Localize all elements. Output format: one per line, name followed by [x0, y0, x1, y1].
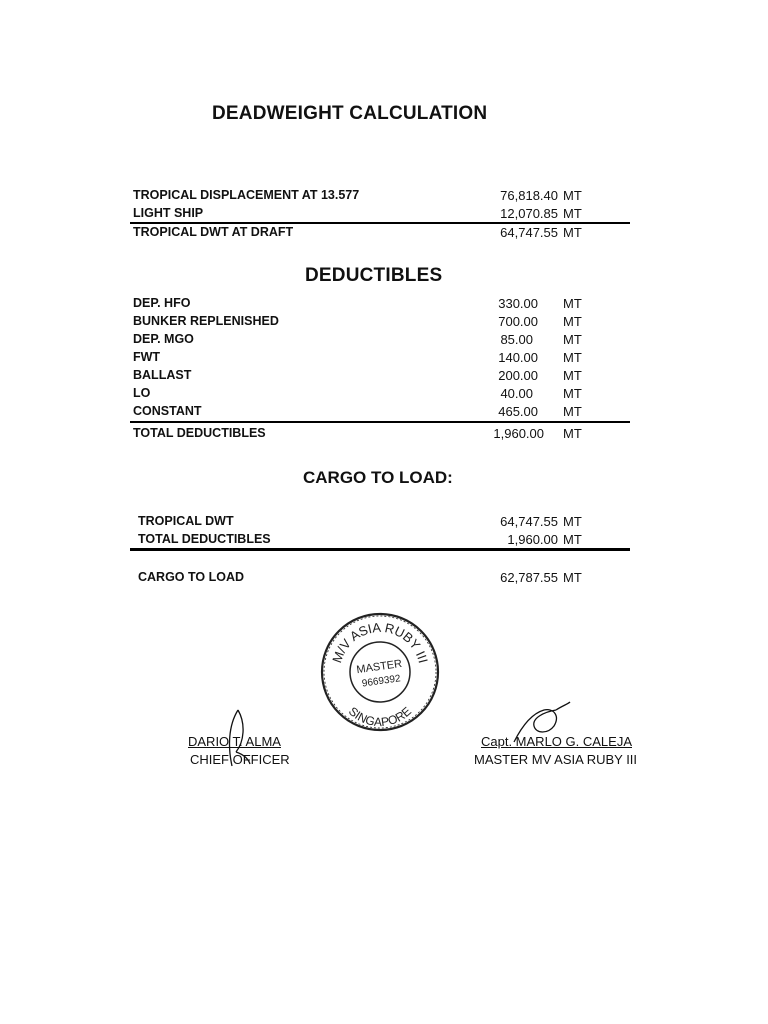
row-unit: MT	[563, 188, 582, 203]
section-heading: DEDUCTIBLES	[305, 265, 443, 286]
row-unit: MT	[563, 404, 582, 419]
row-label: DEP. HFO	[133, 296, 191, 310]
signatory-role-right: MASTER MV ASIA RUBY III	[474, 752, 638, 767]
row-unit: MT	[563, 368, 582, 383]
row-value: 12,070.85	[500, 206, 558, 221]
row-label: FWT	[133, 350, 161, 364]
total-label: TROPICAL DWT AT DRAFT	[133, 225, 294, 239]
row-value: 40.00	[500, 386, 533, 401]
total-unit: MT	[563, 570, 582, 585]
row-unit: MT	[563, 332, 582, 347]
row-unit: MT	[563, 314, 582, 329]
row-unit: MT	[563, 206, 582, 221]
row-label: DEP. MGO	[133, 332, 194, 346]
total-unit: MT	[563, 426, 582, 441]
row-label: TROPICAL DISPLACEMENT AT 13.577	[133, 188, 360, 202]
row-value: 1,960.00	[507, 532, 558, 547]
row-label: TOTAL DEDUCTIBLES	[138, 532, 271, 546]
total-value: 1,960.00	[493, 426, 544, 441]
row-unit: MT	[563, 514, 582, 529]
total-label: TOTAL DEDUCTIBLES	[133, 426, 266, 440]
total-label: CARGO TO LOAD	[138, 570, 245, 584]
row-unit: MT	[563, 532, 582, 547]
row-value: 465.00	[498, 404, 538, 419]
page-title: DEADWEIGHT CALCULATION	[212, 103, 488, 124]
row-label: LIGHT SHIP	[133, 206, 204, 220]
row-value: 76,818.40	[500, 188, 558, 203]
signatory-name-left: DARIO T. ALMA	[188, 734, 281, 749]
stamp-top-text: M/V ASIA RUBY III	[329, 619, 431, 665]
row-label: TROPICAL DWT	[138, 514, 234, 528]
row-label: BALLAST	[133, 368, 192, 382]
master-stamp	[318, 610, 442, 734]
row-label: BUNKER REPLENISHED	[133, 314, 279, 328]
divider	[130, 421, 630, 423]
divider	[130, 548, 630, 551]
row-label: CONSTANT	[133, 404, 202, 418]
row-value: 330.00	[498, 296, 538, 311]
section-heading: CARGO TO LOAD:	[303, 468, 453, 487]
total-value: 62,787.55	[500, 570, 558, 585]
stamp-bottom-text: SINGAPORE	[345, 704, 415, 730]
total-unit: MT	[563, 225, 582, 240]
row-unit: MT	[563, 296, 582, 311]
row-unit: MT	[563, 386, 582, 401]
total-value: 64,747.55	[500, 225, 558, 240]
row-value: 200.00	[498, 368, 538, 383]
row-value: 140.00	[498, 350, 538, 365]
signatory-name-right: Capt. MARLO G. CALEJA	[481, 734, 632, 749]
row-value: 85.00	[500, 332, 533, 347]
row-label: LO	[133, 386, 151, 400]
signatory-role-left: CHIEF OFFICER	[190, 752, 290, 767]
stamp-center-line2: 9669392	[361, 673, 402, 690]
row-value: 700.00	[498, 314, 538, 329]
stamp-center-line1: MASTER	[355, 657, 403, 677]
divider	[130, 222, 630, 224]
row-value: 64,747.55	[500, 514, 558, 529]
row-unit: MT	[563, 350, 582, 365]
